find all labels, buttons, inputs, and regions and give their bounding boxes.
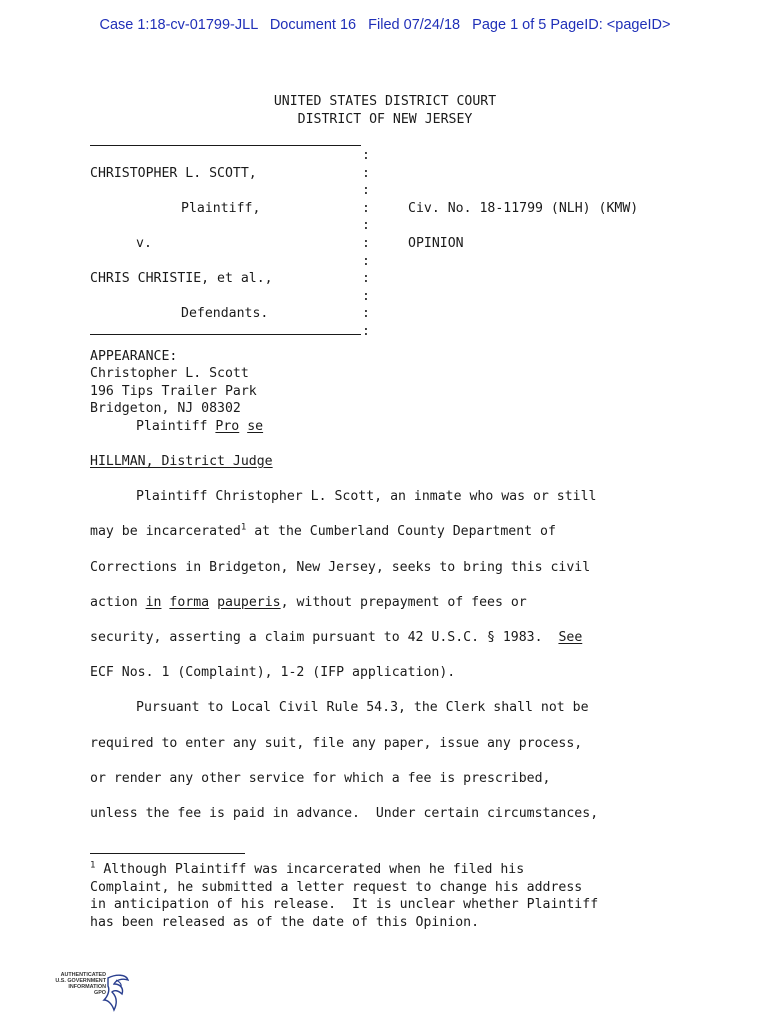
body-line: ECF Nos. 1 (Complaint), 1-2 (IFP application). [90,665,456,680]
filed-date: Filed 07/24/18 [368,17,461,33]
body-line: required to enter any suit, file any paper, issue any process, [90,736,583,751]
body-line: action in forma pauperis, without prepayment of fees or [90,595,527,610]
page-info: Page 1 of 5 PageID: <pageID> [472,17,671,33]
footnote-marker: 1 [90,860,96,871]
footnote-rule [90,853,245,854]
document-type: OPINION [408,236,464,251]
footnote-ref: 1 [240,522,247,533]
footnote-line: $^1$ Although Plaintiff was incarcerated when he filed his [90,860,525,877]
court-district: DISTRICT OF NEW JERSEY [297,112,473,127]
caption-colon: : [362,289,370,304]
se-term: se [247,419,264,434]
defendant-name: CHRIS CHRISTIE, et al., [90,271,273,286]
caption-colon: : [362,201,370,216]
caption-colon: : [362,236,370,251]
body-line: security, asserting a claim pursuant to 42 U.S.C. § 1983. See [90,630,583,645]
plaintiff-name: CHRISTOPHER L. SCOTT, [90,166,257,181]
appearance-address: 196 Tips Trailer Park [90,384,257,399]
body-line: Plaintiff Christopher L. Scott, an inmate who was or still [136,489,597,504]
caption-colon: : [362,218,370,233]
caption-colon: : [362,183,370,198]
pro-term: Pro [215,419,240,434]
judge-name: HILLMAN, District Judge [90,454,273,469]
caption-colon: : [362,324,370,339]
caption-top-rule [90,145,361,146]
caption-colon: : [362,166,370,181]
document-number: Document 16 [269,17,357,33]
caption-colon: : [362,271,370,286]
appearance-name: Christopher L. Scott [90,366,249,381]
body-line: may be incarcerated$^1$ at the Cumberland County Department of [90,522,556,539]
body-line: unless the fee is paid in advance. Under certain circumstances, [90,806,599,821]
caption-colon: : [362,254,370,269]
footnote-line: has been released as of the date of this Opinion. [90,915,480,930]
defendant-label: Defendants. [181,306,269,321]
caption-bottom-rule [90,334,361,335]
caption-colon: : [362,148,370,163]
appearance-heading: APPEARANCE: [90,349,178,364]
plaintiff-label: Plaintiff, [181,201,261,216]
body-line: Corrections in Bridgeton, New Jersey, seeks to bring this civil [90,560,591,575]
case-header [0,17,770,33]
civil-number: Civ. No. 18-11799 (NLH) (KMW) [408,201,639,216]
body-line: or render any other service for which a fee is prescribed, [90,771,551,786]
appearance-city: Bridgeton, NJ 08302 [90,401,241,416]
gpo-seal-text: AUTHENTICATED U.S. GOVERNMENT INFORMATION GPO [55,972,106,996]
caption-colon: : [362,306,370,321]
gpo-seal [44,972,134,1016]
footnote-line: Complaint, he submitted a letter request to change his address [90,880,583,895]
body-line: Pursuant to Local Civil Rule 54.3, the Clerk shall not be [136,700,589,715]
versus: v. [136,236,152,251]
eagle-icon [102,972,132,1016]
case-number: Case 1:18-cv-01799-JLL [99,17,258,33]
court-name: UNITED STATES DISTRICT COURT [273,94,497,109]
footnote-line: in anticipation of his release. It is unclear whether Plaintiff [90,897,599,912]
appearance-role: Plaintiff Pro se [136,419,264,434]
